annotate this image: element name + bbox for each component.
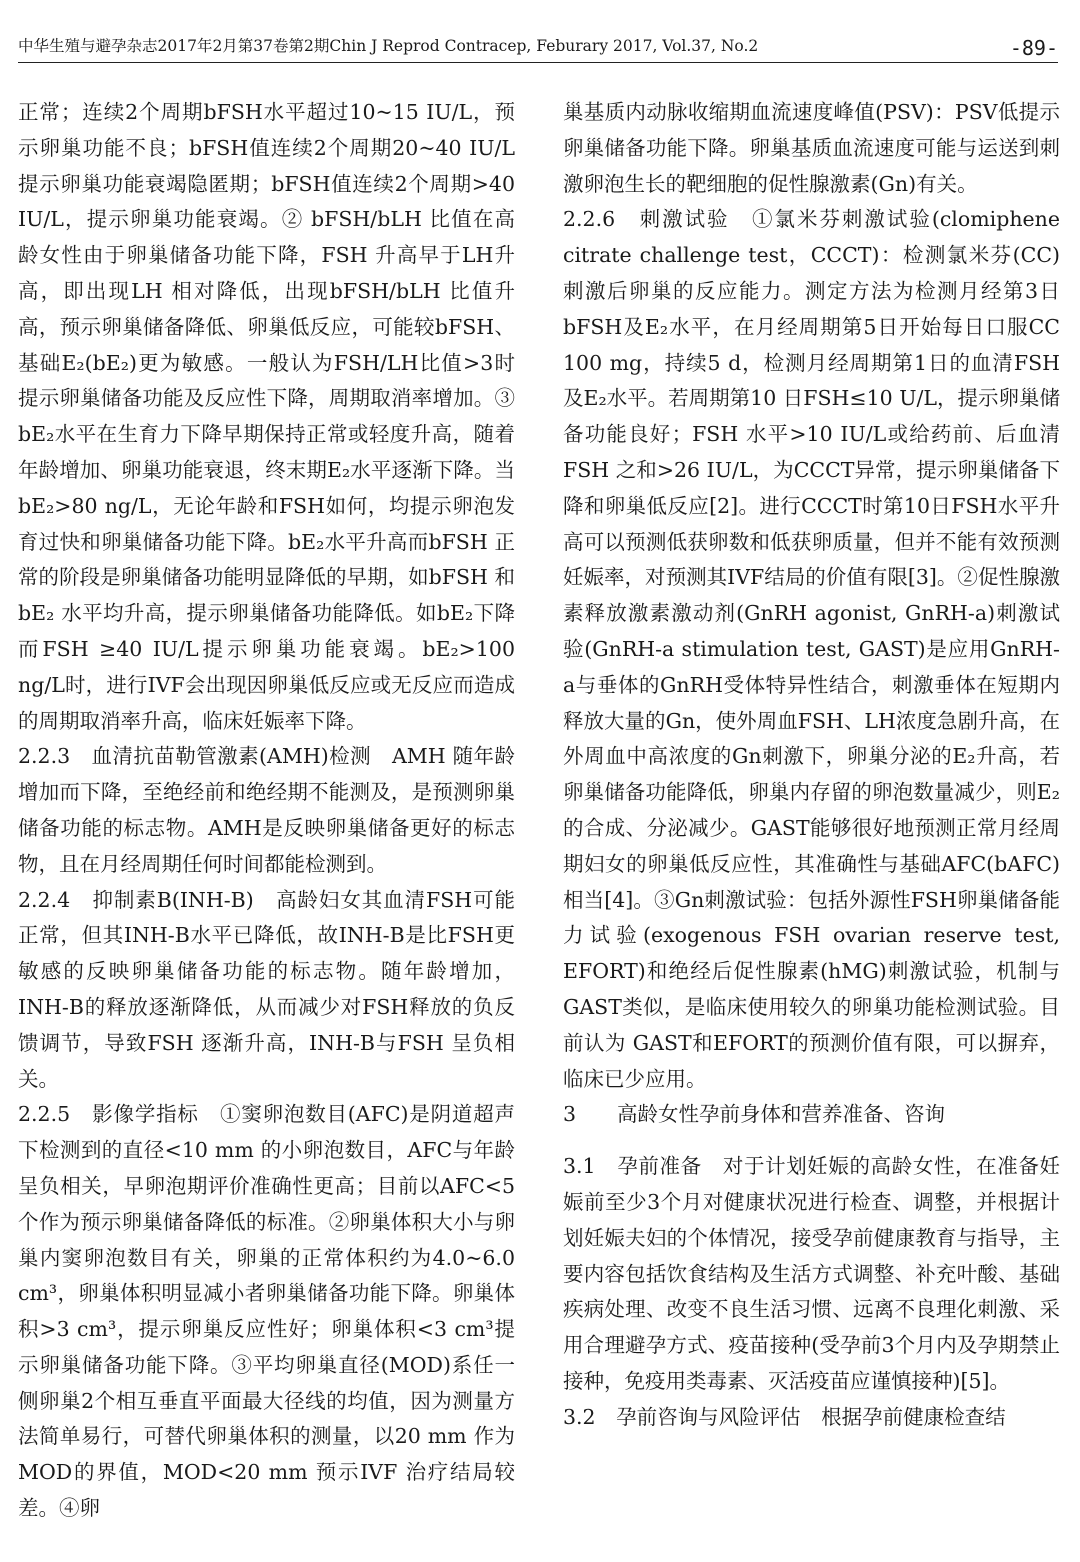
paragraph-3-2-counseling: 3.2 孕前咨询与风险评估 根据孕前健康检查结 [563,1404,1006,1429]
running-header [18,30,1058,63]
section-heading-3: 3 高龄女性孕前身体和营养准备、咨询 [563,1102,946,1127]
paragraph-3-1-preparation: 3.1 孕前准备 对于计划妊娠的高龄女性，在准备妊娠前至少3个月对健康状况进行检查、调整，并根据计划妊娠夫妇的个体情况，接受孕前健康教育与指导，主要内容包括饮食结构及生活方式调整、补充叶酸、基础疾病处理、改变不良生活习惯、远离不良理化刺激、采用合理避孕方式、疫苗接种(受孕前3个月内及孕期禁止接种，免疫用类毒素、灭活疫苗应谨慎接种)[5]。 [563,1154,1060,1393]
paragraph-2-2-4-inhb: 2.2.4 抑制素B(INH-B) 高龄妇女其血清FSH可能正常，但其INH-B水平已降低，故INH-B是比FSH更敏感的反映卵巢储备功能的标志物。随年龄增加，INH-B的释放逐渐降低，从而减少对FSH释放的负反馈调节，导致FSH 逐渐升高，INH-B与FSH 呈负相关。 [18,887,515,1091]
paragraph-2-2-5-imaging: 2.2.5 影像学指标 ①窦卵泡数目(AFC)是阴道超声下检测到的直径<10 mm 的小卵泡数目，AFC与年龄呈负相关，早卵泡期评价准确性更高；目前以AFC<5 个作为预示卵巢储备降低的标准。②卵巢体积大小与卵巢内窦卵泡数目有关，卵巢的正常体积约为4.0~6.0 cm³，卵巢体积明显减小者卵巢储备功能下降。卵巢体积>3 cm³，提示卵巢反应性好；卵巢体积<3 cm³提示卵巢储备功能下降。③平均卵巢直径(MOD)系任一侧卵巢2个相互垂直平面最大径线的均值，因为测量方法简单易行，可替代卵巢体积的测量，以20 mm 作为MOD的界值，MOD<20 mm 预示IVF 治疗结局较差。④卵 [18,1102,515,1521]
page-number: -89- [1009,36,1058,60]
journal-citation: 中华生殖与避孕杂志2017年2月第37卷第2期Chin J Reprod Contracep, Feburary 2017, Vol.37, No.2 [18,37,759,55]
left-column [18,95,515,1527]
paragraph-2-2-3-amh: 2.2.3 血清抗苗勒管激素(AMH)检测 AMH 随年龄增加而下降，至绝经前和绝经期不能测及，是预测卵巢储备功能的标志物。AMH是反映卵巢储备更好的标志物，且在月经周期任何时间都能检测到。 [18,744,515,876]
paragraph-2-2-6-stimulation: 2.2.6 刺激试验 ①氯米芬刺激试验(clomiphene citrate challenge test，CCCT)：检测氯米芬(CC)刺激后卵巢的反应能力。测定方法为检测月经第3日bFSH及E₂水平，在月经周期第5日开始每日口服CC 100 mg，持续5 d，检测月经周期第1日的血清FSH及E₂水平。若周期第10 日FSH≤10 U/L，提示卵巢储备功能良好；FSH 水平>10 IU/L或给药前、后血清FSH 之和>26 IU/L，为CCCT异常，提示卵巢储备下降和卵巢低反应[2]。进行CCCT时第10日FSH水平升高可以预测低获卵数和低获卵质量，但并不能有效预测妊娠率，对预测其IVF结局的价值有限[3]。②促性腺激素释放激素激动剂(GnRH agonist, GnRH-a)刺激试验(GnRH-a stimulation test, GAST)是应用GnRH-a与垂体的GnRH受体特异性结合，刺激垂体在短期内释放大量的Gn，使外周血FSH、LH浓度急剧升高，在外周血中高浓度的Gn刺激下，卵巢分泌的E₂升高，若卵巢储备功能降低，卵巢内存留的卵泡数量减少，则E₂的合成、分泌减少。GAST能够很好地预测正常月经周期妇女的卵巢低反应性，其准确性与基础AFC(bAFC)相当[4]。③Gn刺激试验：包括外源性FSH卵巢储备能力试验(exogenous FSH ovarian reserve test, EFORT)和绝经后促性腺素(hMG)刺激试验，机制与GAST类似，是临床使用较久的卵巢功能检测试验。目前认为 GAST和EFORT的预测价值有限，可以摒弃，临床已少应用。 [563,207,1061,1091]
paragraph-ovarian-markers: 正常；连续2个周期bFSH水平超过10~15 IU/L，预示卵巢功能不良；bFSH值连续2个周期20~40 IU/L提示卵巢功能衰竭隐匿期；bFSH值连续2个周期>40 IU/L，提示卵巢功能衰竭。② bFSH/bLH 比值在高龄女性由于卵巢储备功能下降，FSH 升高早于LH升高，即出现LH 相对降低，出现bFSH/bLH 比值升高，预示卵巢储备降低、卵巢低反应，可能较bFSH、基础E₂(bE₂)更为敏感。一般认为FSH/LH比值>3时提示卵巢储备功能及反应性下降，周期取消率增加。③ bE₂水平在生育力下降早期保持正常或轻度升高，随着年龄增加、卵巢功能衰退，终末期E₂水平逐渐下降。当bE₂>80 ng/L，无论年龄和FSH如何，均提示卵泡发育过快和卵巢储备功能下降。bE₂水平升高而bFSH 正常的阶段是卵巢储备功能明显降低的早期，如bFSH 和bE₂ 水平均升高，提示卵巢储备功能降低。如bE₂下降而FSH ≥40 IU/L提示卵巢功能衰竭。bE₂>100 ng/L时，进行IVF会出现因卵巢低反应或无反应而造成的周期取消率升高，临床妊娠率下降。 [18,100,515,733]
right-column [563,95,1060,1435]
paragraph-psv: 巢基质内动脉收缩期血流速度峰值(PSV)：PSV低提示卵巢储备功能下降。卵巢基质血流速度可能与运送到刺激卵泡生长的靶细胞的促性腺激素(Gn)有关。 [563,100,1060,196]
